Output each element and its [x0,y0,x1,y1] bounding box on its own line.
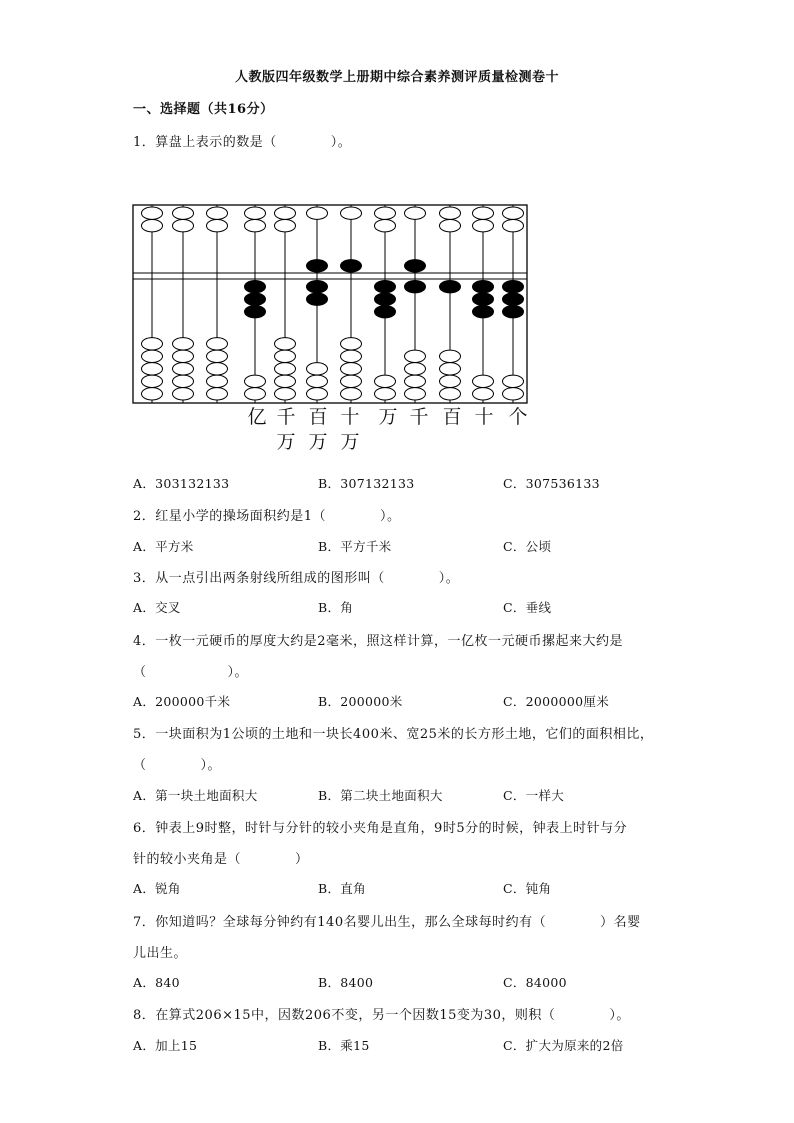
abacus-bead [503,375,524,387]
abacus-bead [142,350,163,362]
question-7: 7．你知道吗？全球每分钟约有140名婴儿出生，那么全球每时约有（ ）名婴 [133,915,641,930]
abacus-bead-counted [245,281,266,293]
abacus-bead-counted [375,306,396,318]
q6-option-a[interactable]: A．锐角 [133,881,181,896]
abacus-bead [142,338,163,350]
q6-option-b[interactable]: B．直角 [318,881,366,896]
abacus-bead [503,388,524,400]
q7-option-a[interactable]: A．840 [133,975,180,990]
abacus-bead [275,220,296,232]
q1-option-a[interactable]: A．303132133 [133,476,230,491]
q2-option-b[interactable]: B．平方千米 [318,539,392,554]
q3-option-a[interactable]: A．交叉 [133,600,181,615]
question-1: 1．算盘上表示的数是（ ）。 [133,135,352,150]
abacus-bead [440,207,461,219]
question-6-cont: 针的较小夹角是（ ） [133,852,309,867]
abacus-bead [173,375,194,387]
abacus-bead [173,220,194,232]
abacus-bead [142,363,163,375]
abacus-bead [245,207,266,219]
question-3: 3．从一点引出两条射线所组成的图形叫（ ）。 [133,571,460,586]
abacus-bead-counted [405,260,426,272]
abacus-bead-counted [473,293,494,305]
abacus-bead [207,375,228,387]
question-4: 4．一枚一元硬币的厚度大约是2毫米，照这样计算，一亿枚一元硬币摞起来大约是 [133,634,624,649]
abacus-bead [341,350,362,362]
abacus-bead [341,338,362,350]
abacus-bead [207,207,228,219]
q3-option-c[interactable]: C．垂线 [503,600,552,615]
abacus-bead-counted [307,293,328,305]
abacus-bead [341,363,362,375]
abacus-bead [473,207,494,219]
abacus-bead [440,350,461,362]
abacus-place-label: 个 [508,406,528,428]
q8-option-a[interactable]: A．加上15 [133,1038,198,1053]
abacus-bead-counted [375,293,396,305]
abacus-place-label: 千 [276,406,296,428]
abacus-bead [275,388,296,400]
abacus-bead [473,375,494,387]
abacus-bead [245,388,266,400]
abacus-bead [245,220,266,232]
question-4-cont: （ ）。 [133,665,249,680]
abacus-bead-counted [473,306,494,318]
abacus-bead [142,207,163,219]
abacus-bead-counted [341,260,362,272]
abacus-bead [503,207,524,219]
q5-option-a[interactable]: A．第一块土地面积大 [133,788,258,803]
question-5: 5．一块面积为1公顷的土地和一块长400米、宽25米的长方形土地，它们的面积相比， [133,727,654,742]
q1-option-b[interactable]: B．307132133 [318,476,415,491]
q3-option-b[interactable]: B．角 [318,600,354,615]
abacus-bead [440,375,461,387]
abacus-bead-counted [375,281,396,293]
abacus-bead [405,350,426,362]
abacus-place-label: 万 [308,431,328,453]
abacus-bead-counted [503,293,524,305]
abacus-bead [173,207,194,219]
abacus-bead [405,375,426,387]
abacus-bead [207,388,228,400]
abacus-bead-counted [503,281,524,293]
question-5-cont: （ ）。 [133,758,222,773]
q2-option-c[interactable]: C．公顷 [503,539,552,554]
abacus-bead [245,375,266,387]
abacus-bead-counted [405,281,426,293]
q2-option-a[interactable]: A．平方米 [133,539,194,554]
abacus-place-label: 百 [442,406,462,428]
abacus-bead [473,388,494,400]
abacus-bead [405,207,426,219]
q4-option-c[interactable]: C．2000000厘米 [503,694,610,709]
abacus-bead [375,375,396,387]
abacus-bead [275,338,296,350]
section-heading: 一、选择题（共16分） [133,102,274,117]
abacus-bead [275,350,296,362]
question-6: 6．钟表上9时整，时针与分针的较小夹角是直角，9时5分的时候，钟表上时针与分 [133,821,628,836]
abacus-bead [375,207,396,219]
q8-option-c[interactable]: C．扩大为原来的2倍 [503,1038,624,1053]
abacus-bead-counted [503,306,524,318]
q4-option-b[interactable]: B．200000米 [318,694,403,709]
abacus-bead [207,363,228,375]
abacus-bead-counted [473,281,494,293]
abacus-bead [275,363,296,375]
abacus-place-labels [0,402,794,452]
abacus-bead-counted [245,306,266,318]
q7-option-b[interactable]: B．8400 [318,975,374,990]
abacus-bead [473,220,494,232]
abacus-frame [133,205,527,403]
page-title: 人教版四年级数学上册期中综合素养测评质量检测卷十 [234,70,559,85]
abacus-bead [307,388,328,400]
abacus-bead [503,220,524,232]
abacus-bead [341,388,362,400]
abacus-bead [275,207,296,219]
abacus-bead [142,388,163,400]
abacus-bead [375,388,396,400]
abacus-bead [173,363,194,375]
abacus-bead [440,388,461,400]
abacus-bead [207,350,228,362]
abacus-bead [375,220,396,232]
abacus-bead [307,207,328,219]
question-8: 8．在算式206×15中，因数206不变，另一个因数15变为30，则积（ ）。 [133,1008,630,1023]
abacus-bead-counted [307,260,328,272]
abacus-bead [173,338,194,350]
question-2: 2．红星小学的操场面积约是1（ ）。 [133,509,401,524]
abacus-place-label: 千 [409,406,429,428]
question-7-cont: 儿出生。 [133,946,188,961]
abacus-place-label: 万 [276,431,296,453]
q1-option-c[interactable]: C．307536133 [503,476,600,491]
abacus-bead [142,375,163,387]
abacus-bead [440,363,461,375]
abacus-place-label: 万 [340,431,360,453]
abacus-bead [440,220,461,232]
abacus-bead-counted [307,281,328,293]
abacus-bead [405,363,426,375]
abacus-place-label: 万 [378,406,398,428]
abacus-bead-counted [440,281,461,293]
q5-option-b[interactable]: B．第二块土地面积大 [318,788,443,803]
abacus-bead [307,363,328,375]
abacus-bead [207,338,228,350]
abacus-bead [173,350,194,362]
abacus-place-label: 十 [340,406,360,428]
q4-option-a[interactable]: A．200000千米 [133,694,231,709]
abacus-place-label: 十 [474,406,494,428]
q8-option-b[interactable]: B．乘15 [318,1038,370,1053]
abacus-bead [341,207,362,219]
q7-option-c[interactable]: C．84000 [503,975,567,990]
abacus-bead [307,375,328,387]
q6-option-c[interactable]: C．钝角 [503,881,552,896]
abacus-figure [132,204,528,404]
abacus-bead [275,375,296,387]
abacus-place-label: 百 [308,406,328,428]
q5-option-c[interactable]: C．一样大 [503,788,565,803]
abacus-bead [341,375,362,387]
abacus-bead [173,388,194,400]
abacus-bead [207,220,228,232]
abacus-place-label: 亿 [247,406,267,428]
abacus-bead [405,388,426,400]
abacus-bead [142,220,163,232]
abacus-bead-counted [245,293,266,305]
